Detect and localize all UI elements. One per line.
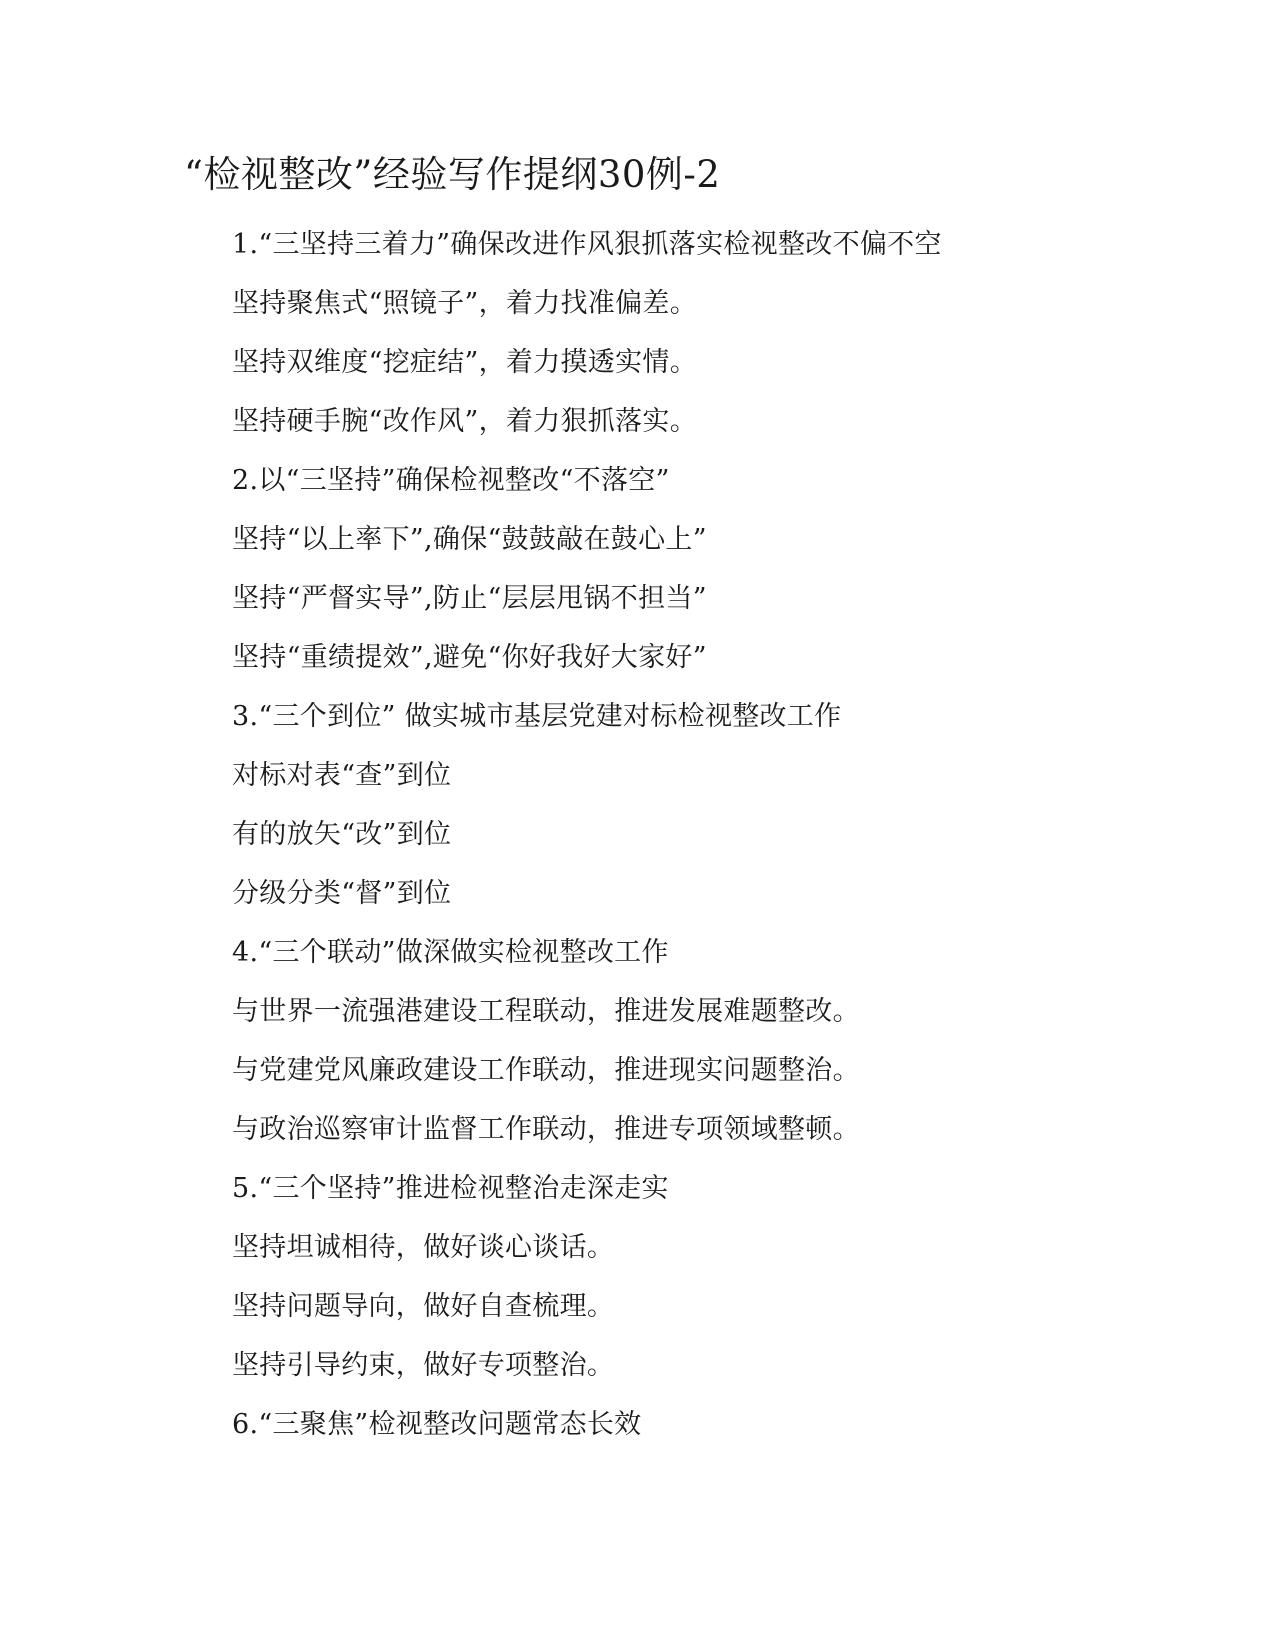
section-heading: 2.以“三坚持”确保检视整改“不落空” bbox=[232, 465, 670, 496]
text-line: 坚持问题导向，做好自查梳理。 bbox=[232, 1291, 615, 1322]
document-body bbox=[232, 215, 1132, 1454]
section-heading: 5.“三个坚持”推进检视整治走深走实 bbox=[232, 1173, 669, 1204]
text-line: 坚持“重绩提效”,避免“你好我好大家好” bbox=[232, 642, 707, 673]
text-line: 坚持坦诚相待，做好谈心谈话。 bbox=[232, 1232, 615, 1263]
document-title: “检视整改”经验写作提纲30例-2 bbox=[184, 153, 721, 196]
text-line: 坚持双维度“挖症结”，着力摸透实情。 bbox=[232, 347, 698, 378]
section-heading: 6.“三聚焦”检视整改问题常态长效 bbox=[232, 1409, 642, 1440]
text-line: 坚持“严督实导”,防止“层层甩锅不担当” bbox=[232, 583, 707, 614]
text-line: 与党建党风廉政建设工作联动，推进现实问题整治。 bbox=[232, 1055, 860, 1086]
text-line: 与世界一流强港建设工程联动，推进发展难题整改。 bbox=[232, 996, 860, 1027]
section-heading: 1.“三坚持三着力”确保改进作风狠抓落实检视整改不偏不空 bbox=[232, 229, 942, 260]
text-line: 对标对表“查”到位 bbox=[232, 760, 452, 791]
text-line: 坚持“以上率下”,确保“鼓鼓敲在鼓心上” bbox=[232, 524, 707, 555]
section-heading: 3.“三个到位” 做实城市基层党建对标检视整改工作 bbox=[232, 701, 842, 732]
text-line: 有的放矢“改”到位 bbox=[232, 819, 452, 850]
text-line: 坚持聚焦式“照镜子”，着力找准偏差。 bbox=[232, 288, 698, 319]
text-line: 分级分类“督”到位 bbox=[232, 878, 452, 909]
text-line: 坚持硬手腕“改作风”，着力狠抓落实。 bbox=[232, 406, 698, 437]
text-line: 坚持引导约束，做好专项整治。 bbox=[232, 1350, 615, 1381]
text-line: 与政治巡察审计监督工作联动，推进专项领域整顿。 bbox=[232, 1114, 860, 1145]
section-heading: 4.“三个联动”做深做实检视整改工作 bbox=[232, 937, 669, 968]
